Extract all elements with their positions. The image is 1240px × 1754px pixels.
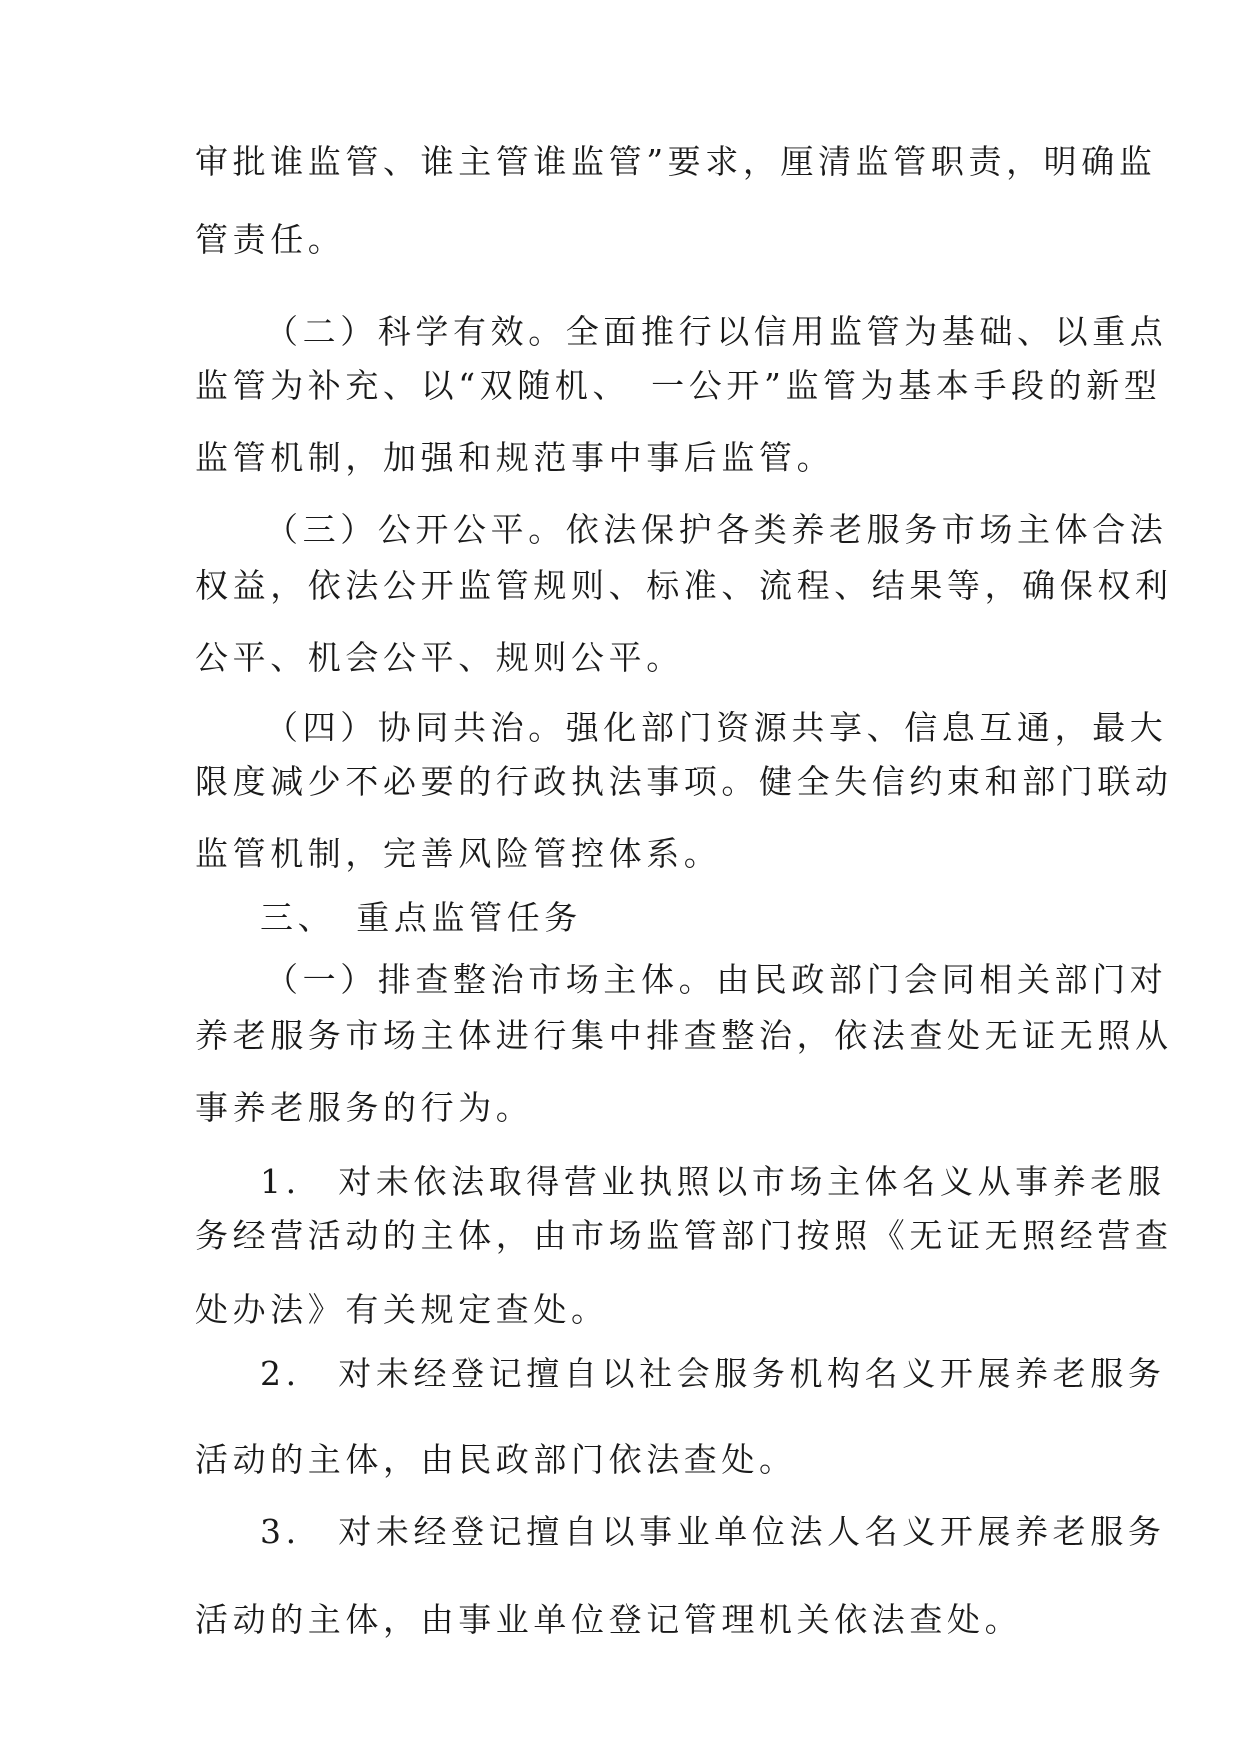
section-3-heading-line: （三）公开公平。依法保护各类养老服务市场主体合法 — [265, 510, 1168, 549]
paragraph-line: 监管为补充、以“双随机、 一公开”监管为基本手段的新型 — [195, 366, 1162, 405]
section-4-heading-line: （四）协同共治。强化部门资源共享、信息互通，最大 — [265, 708, 1168, 747]
paragraph-line: 管责任。 — [195, 220, 346, 259]
section-2-heading-line: （二）科学有效。全面推行以信用监管为基础、以重点 — [265, 312, 1168, 351]
paragraph-line: 权益，依法公开监管规则、标准、流程、结果等，确保权利 — [195, 566, 1173, 605]
paragraph-line: 活动的主体，由事业单位登记管理机关依法查处。 — [195, 1600, 1023, 1639]
paragraph-line: 公平、机会公平、规则公平。 — [195, 638, 684, 677]
item-1-line: 1. 对未依法取得营业执照以市场主体名义从事养老服 — [260, 1162, 1166, 1201]
paragraph-line: 事养老服务的行为。 — [195, 1088, 534, 1127]
paragraph-line: 处办法》有关规定查处。 — [195, 1290, 609, 1329]
chapter-heading: 三、 重点监管任务 — [260, 898, 582, 937]
paragraph-line: 审批谁监管、谁主管谁监管”要求，厘清监管职责，明确监 — [195, 142, 1157, 181]
paragraph-line: 限度减少不必要的行政执法事项。健全失信约束和部门联动 — [195, 762, 1173, 801]
paragraph-line: 活动的主体，由民政部门依法查处。 — [195, 1440, 797, 1479]
paragraph-line: 监管机制，完善风险管控体系。 — [195, 834, 722, 873]
item-2-line: 2. 对未经登记擅自以社会服务机构名义开展养老服务 — [260, 1354, 1166, 1393]
paragraph-line: 监管机制，加强和规范事中事后监管。 — [195, 438, 835, 477]
item-3-line: 3. 对未经登记擅自以事业单位法人名义开展养老服务 — [260, 1512, 1166, 1551]
paragraph-line: 务经营活动的主体，由市场监管部门按照《无证无照经营查 — [195, 1216, 1173, 1255]
paragraph-line: 养老服务市场主体进行集中排查整治，依法查处无证无照从 — [195, 1016, 1173, 1055]
subsection-1-heading-line: （一）排查整治市场主体。由民政部门会同相关部门对 — [265, 960, 1168, 999]
